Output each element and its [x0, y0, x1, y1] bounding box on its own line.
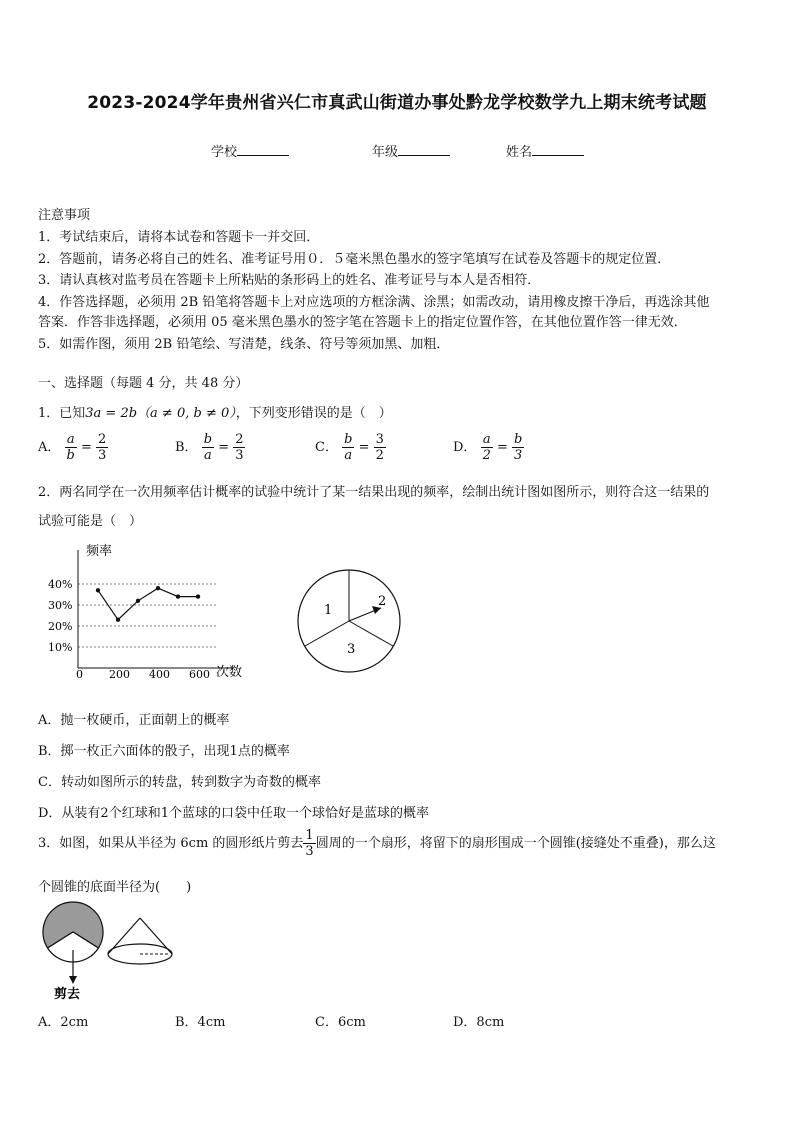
q3-option-a[interactable]: A．2cm	[38, 1015, 89, 1030]
q1-option-a[interactable]: A． $\frac{a}{b}$ = $\frac{2}{3}$	[38, 432, 107, 463]
x-tick-label: 0	[76, 668, 83, 680]
spinner-diagram	[296, 568, 408, 676]
series-line	[98, 588, 198, 620]
q1-prefix: 1．已知	[38, 406, 86, 421]
data-point	[116, 618, 120, 622]
fraction: $\frac{2}{3}$	[235, 432, 244, 463]
data-point	[136, 599, 140, 603]
q1-condition: 3a = 2b（a ≠ 0, b ≠ 0）	[85, 406, 236, 421]
page-title: 2023-2024学年贵州省兴仁市真武山街道办事处黔龙学校数学九上期末统考试题	[87, 93, 707, 113]
fraction: $\frac{2}{3}$	[98, 432, 107, 463]
grade-label: 年级	[372, 145, 399, 160]
fraction: $\frac{1}{3}$	[305, 828, 314, 859]
cut-arrowhead	[69, 976, 77, 984]
q3-part1: 3．如图，如果从半径为 6cm 的圆形纸片剪去	[38, 836, 304, 851]
spinner-label-2: 2	[378, 594, 387, 609]
q3-option-c[interactable]: C．6cm	[315, 1015, 366, 1030]
y-tick-label: 40%	[48, 578, 73, 591]
x-tick-label: 400	[149, 668, 170, 680]
section-heading: 一、选择题（每题 4 分，共 48 分）	[38, 376, 249, 391]
note-item: 3．请认真核对监考员在答题卡上所粘贴的条形码上的姓名、准考证号与本人是否相符．	[38, 273, 541, 288]
spinner-divider	[305, 621, 349, 646]
spinner-label-1: 1	[324, 603, 333, 618]
notes-heading: 注意事项	[38, 208, 91, 223]
name-blank	[532, 143, 584, 156]
option-letter: D．	[453, 440, 477, 455]
school-blank	[237, 143, 289, 156]
option-letter: C．	[315, 440, 338, 455]
q3-option-b[interactable]: B．4cm	[175, 1015, 226, 1030]
fraction: $\frac{b}{3}$	[514, 432, 523, 463]
q2-option-c[interactable]: C．转动如图所示的转盘，转到数字为奇数的概率	[38, 775, 321, 790]
fraction: $\frac{3}{2}$	[375, 432, 384, 463]
data-point	[156, 586, 160, 590]
fraction: $\frac{a}{b}$	[66, 432, 75, 463]
school-field	[211, 141, 289, 160]
x-tick-label: 600	[189, 668, 210, 680]
note-item: 1．考试结束后，请将本试卷和答题卡一并交回．	[38, 230, 320, 245]
y-tick-label: 20%	[48, 620, 73, 633]
question-2-stem-line1: 2．两名同学在一次用频率估计概率的试验中统计了某一结果出现的频率，绘制出统计图如图所示，则符合这一结果的	[38, 485, 710, 500]
fraction: $\frac{b}{a}$	[203, 432, 213, 463]
fraction: $\frac{a}{2}$	[482, 432, 491, 463]
cut-label: 剪去	[54, 987, 81, 1002]
frequency-chart	[38, 540, 253, 680]
q2-option-a[interactable]: A．抛一枚硬币，正面朝上的概率	[38, 713, 230, 728]
q3-option-d[interactable]: D．8cm	[453, 1015, 505, 1030]
q1-option-d[interactable]: D． $\frac{a}{2}$ = $\frac{b}{3}$	[453, 432, 523, 463]
q2-option-b[interactable]: B．掷一枚正六面体的骰子，出现1点的概率	[38, 744, 290, 759]
y-tick-label: 30%	[48, 599, 73, 612]
x-axis-label: 次数	[216, 665, 243, 680]
option-letter: A．	[38, 440, 61, 455]
q1-option-b[interactable]: B． $\frac{b}{a}$ = $\frac{2}{3}$	[175, 432, 244, 463]
name-label: 姓名	[506, 145, 533, 160]
data-point	[176, 594, 180, 598]
note-item: 答案．作答非选择题，必须用 05 毫米黑色墨水的签字笔在答题卡上的指定位置作答，在其他位置作答一律无效．	[38, 315, 687, 330]
note-item: 4．作答选择题，必须用 2B 铅笔将答题卡上对应选项的方框涂满、涂黑；如需改动，请用橡皮擦干净后，再选涂其他	[38, 295, 710, 310]
grade-field	[372, 141, 450, 160]
fraction: $\frac{b}{a}$	[344, 432, 353, 463]
q2-option-d[interactable]: D．从装有2个红球和1个蓝球的口袋中任取一个球恰好是蓝球的概率	[38, 806, 429, 821]
question-3-stem-line2: 个圆锥的底面半径为( )	[38, 880, 192, 895]
q3-part2: 圆周的一个扇形，将留下的扇形围成一个圆锥(接缝处不重叠)，那么这	[315, 836, 716, 851]
spinner-label-3: 3	[347, 642, 356, 657]
note-item: 5．如需作图，须用 2B 铅笔绘、写清楚，线条、符号等须加黑、加粗．	[38, 337, 450, 352]
chart-grid	[78, 584, 216, 647]
cut-circle-diagram	[36, 898, 110, 1002]
grade-blank	[398, 143, 450, 156]
question-1-stem	[38, 402, 392, 421]
option-letter: B．	[175, 440, 198, 455]
spinner-divider	[349, 621, 393, 646]
question-2-stem-line2: 试验可能是（ ）	[38, 514, 143, 529]
x-tick-label: 200	[109, 668, 130, 680]
data-point	[196, 594, 200, 598]
school-label: 学校	[211, 145, 238, 160]
cone-diagram	[104, 912, 176, 970]
y-tick-label: 10%	[48, 641, 73, 654]
y-axis-label: 频率	[86, 544, 113, 559]
q1-suffix: ，下列变形错误的是（ ）	[235, 406, 392, 421]
name-field	[506, 141, 584, 160]
question-3-stem-line1	[38, 828, 716, 859]
note-item: 2．答题前，请务必将自己的姓名、准考证号用０．５毫米黑色墨水的签字笔填写在试卷及答题卡的规定位置．	[38, 252, 671, 267]
q1-option-c[interactable]: C． $\frac{b}{a}$ = $\frac{3}{2}$	[315, 432, 384, 463]
data-point	[96, 588, 100, 592]
